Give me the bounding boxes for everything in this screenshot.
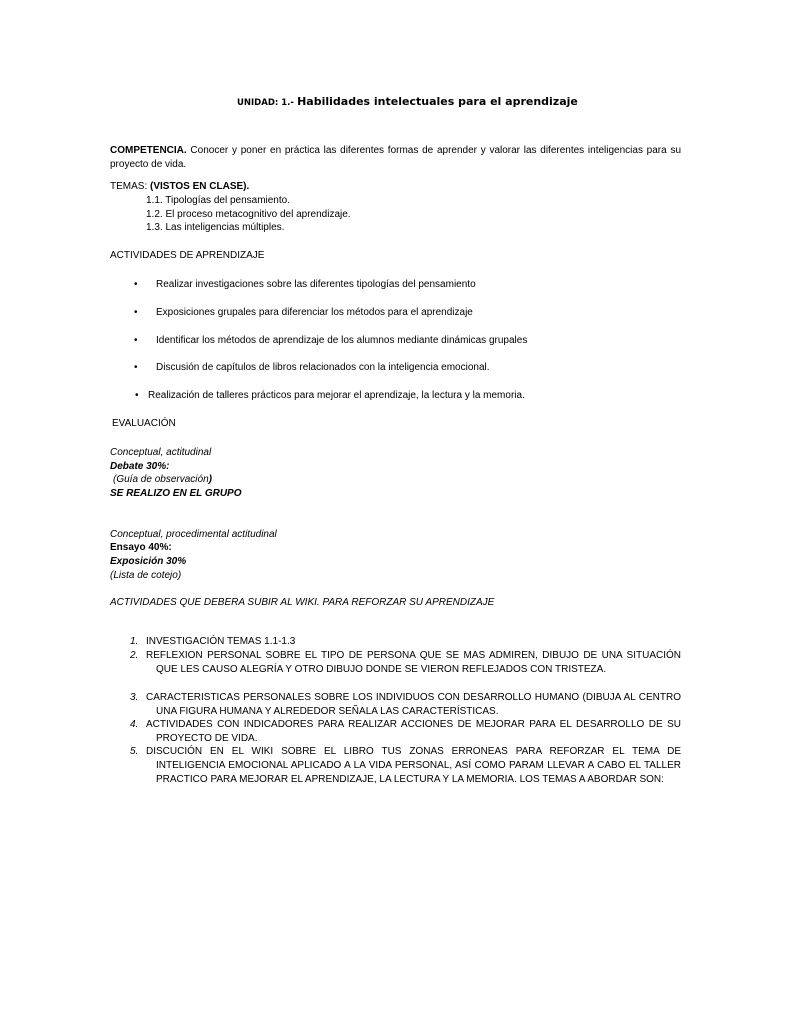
list-item-number: 4. [130, 719, 139, 730]
eval-tool: (Lista de cotejo) [110, 570, 182, 581]
eval-item: Ensayo 40%: [110, 542, 172, 553]
list-item [130, 691, 681, 719]
temas-note: (VISTOS EN CLASE). [150, 181, 250, 192]
list-item [130, 745, 681, 787]
tema-item: 1.1. Tipologías del pensamiento. [146, 195, 290, 206]
list-item-number: 3. [130, 692, 139, 703]
bullet-icon: • [135, 390, 139, 401]
temas-heading [110, 181, 249, 192]
list-item [110, 390, 710, 404]
tema-item: 1.3. Las inteligencias múltiples. [146, 222, 285, 233]
competencia-paragraph [110, 144, 681, 172]
bullet-icon: • [134, 307, 138, 318]
bullet-icon: • [134, 335, 138, 346]
list-item [130, 718, 681, 746]
list-item-text: Identificar los métodos de aprendizaje de los alumnos mediante dinámicas grupales [156, 335, 528, 346]
eval-item: Debate 30%: [110, 461, 170, 472]
list-item-text: DISCUCIÓN EN EL WIKI SOBRE EL LIBRO TUS ZONAS ERRONEAS PARA REFORZAR EL TEMA DE INTELIGENCIA EMOCIONAL APLICADO A LA VIDA PERSONAL, ASÍ COMO PARAM LLEVAR A CABO EL TALLER PRACTICO PARA MEJORAR EL APRENDIZAJE, LA LECTURA Y LA MEMORIA. LOS TEMAS A ABORDAR SON: [146, 746, 681, 785]
eval-tool-open: ( [113, 474, 117, 485]
unit-prefix: UNIDAD: 1.- [237, 98, 294, 108]
list-item-text: INVESTIGACIÓN TEMAS 1.1-1.3 [146, 636, 296, 647]
eval-note: SE REALIZO EN EL GRUPO [110, 488, 242, 499]
list-item-number: 2. [130, 650, 139, 661]
wiki-heading: ACTIVIDADES QUE DEBERA SUBIR AL WIKI. PARA REFORZAR SU APRENDIZAJE [110, 597, 495, 608]
bullet-icon: • [134, 362, 138, 373]
eval-tool [113, 474, 212, 485]
list-item [130, 649, 681, 677]
list-item [110, 279, 710, 293]
list-item-text: Exposiciones grupales para diferenciar los métodos para el aprendizaje [156, 307, 473, 318]
eval-type: Conceptual, actitudinal [110, 447, 212, 458]
actividades-heading: ACTIVIDADES DE APRENDIZAJE [110, 250, 265, 261]
list-item [110, 362, 710, 376]
bullet-icon: • [134, 279, 138, 290]
temas-label: TEMAS: [110, 181, 148, 192]
competencia-label: COMPETENCIA. [110, 145, 187, 156]
list-item-number: 1. [130, 636, 139, 647]
unit-title [237, 95, 578, 108]
list-item-text: Realizar investigaciones sobre las diferentes tipologías del pensamiento [156, 279, 476, 290]
unit-name: Habilidades intelectuales para el aprendizaje [297, 95, 578, 108]
eval-item: Exposición 30% [110, 556, 187, 567]
eval-tool-text: Guía de observación [116, 474, 209, 485]
competencia-text: Conocer y poner en práctica las diferentes formas de aprender y valorar las diferentes inteligencias para su proyecto de vida. [110, 145, 681, 170]
list-item [110, 307, 710, 321]
list-item [110, 335, 710, 349]
list-item [130, 635, 681, 649]
list-item-text: Discusión de capítulos de libros relacionados con la inteligencia emocional. [156, 362, 490, 373]
eval-type: Conceptual, procedimental actitudinal [110, 529, 277, 540]
tema-item: 1.2. El proceso metacognitivo del aprendizaje. [146, 209, 351, 220]
list-item-number: 5. [130, 746, 139, 757]
list-item-text: CARACTERISTICAS PERSONALES SOBRE LOS INDIVIDUOS CON DESARROLLO HUMANO (DIBUJA AL CENTRO UNA FIGURA HUMANA Y ALREDEDOR SEÑALA LAS CARACTERÍSTICAS. [146, 692, 681, 717]
eval-tool-close: ) [208, 474, 212, 485]
list-item-text: REFLEXION PERSONAL SOBRE EL TIPO DE PERSONA QUE SE MAS ADMIREN, DIBUJO DE UNA SITUACIÓN QUE LES CAUSO ALEGRÍA Y OTRO DIBUJO DONDE SE VIERON REFLEJADOS CON TRISTEZA. [146, 650, 681, 675]
list-item-text: Realización de talleres prácticos para mejorar el aprendizaje, la lectura y la memoria. [148, 390, 525, 401]
list-item-text: ACTIVIDADES CON INDICADORES PARA REALIZAR ACCIONES DE MEJORAR PARA EL DESARROLLO DE SU PROYECTO DE VIDA. [146, 719, 681, 744]
evaluacion-heading: EVALUACIÓN [112, 418, 176, 429]
